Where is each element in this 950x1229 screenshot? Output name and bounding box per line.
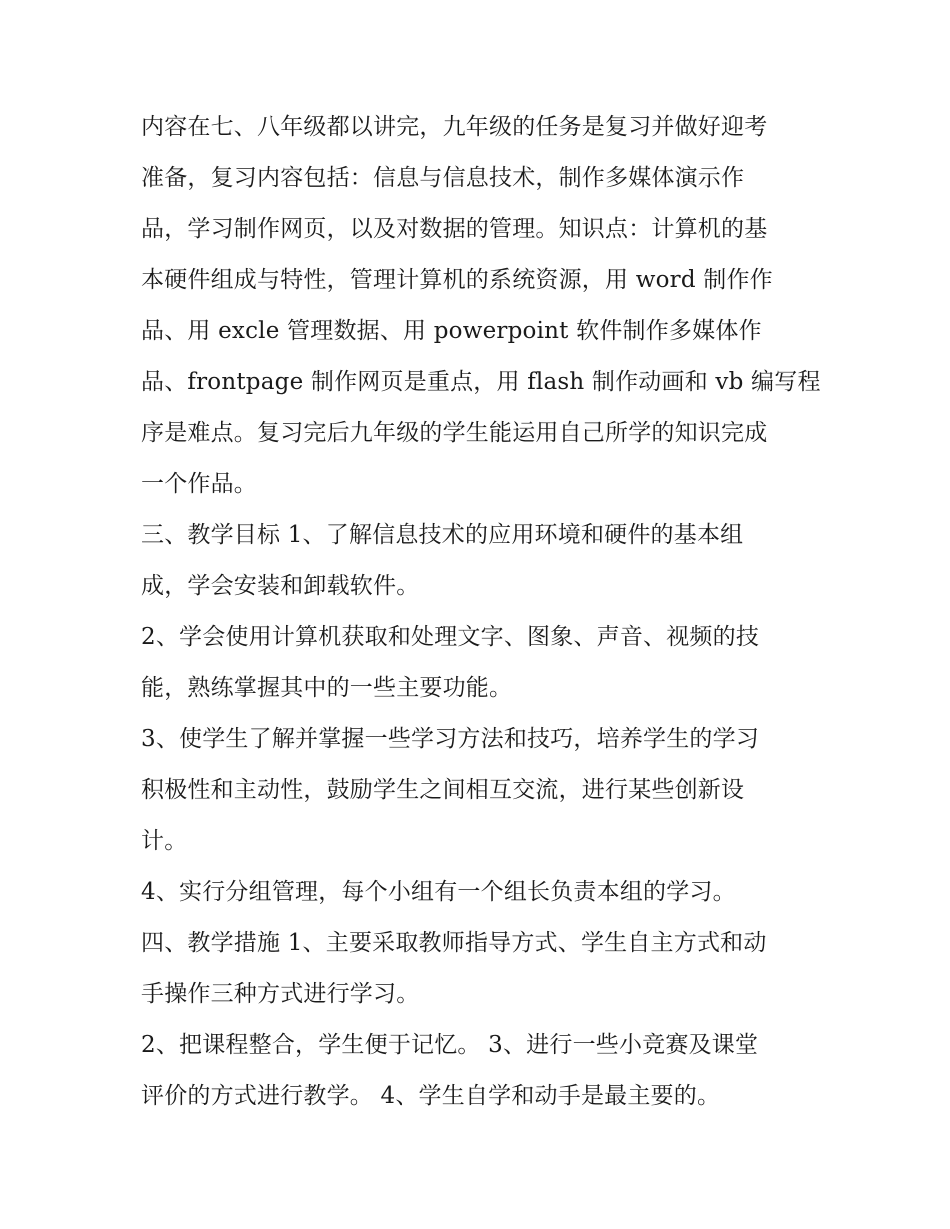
text-line: 内容在七、八年级都以讲完，九年级的任务是复习并做好迎考 [141,114,768,140]
text-line: 序是难点。复习完后九年级的学生能运用自己所学的知识完成 [141,420,768,446]
text-line: 能，熟练掌握其中的一些主要功能。 [141,675,513,701]
document-body [141,102,821,1122]
text-line: 成，学会安装和卸载软件。 [141,573,420,599]
text-line: 品、frontpage 制作网页是重点，用 flash 制作动画和 vb 编写程 [141,369,821,395]
text-line: 手操作三种方式进行学习。 [141,981,420,1007]
text-line: 准备，复习内容包括：信息与信息技术，制作多媒体演示作 [141,165,745,191]
text-line: 评价的方式进行教学。 4、学生自学和动手是最主要的。 [141,1083,721,1109]
text-line: 品、用 excle 管理数据、用 powerpoint 软件制作多媒体作 [141,318,762,344]
text-line: 品，学习制作网页，以及对数据的管理。知识点：计算机的基 [141,216,768,242]
section-heading-line: 三、教学目标 1、了解信息技术的应用环境和硬件的基本组 [141,522,744,548]
text-line: 2、把课程整合，学生便于记忆。 3、进行一些小竞赛及课堂 [141,1032,759,1058]
text-line: 4、实行分组管理，每个小组有一个组长负责本组的学习。 [141,879,736,905]
text-line: 3、使学生了解并掌握一些学习方法和技巧，培养学生的学习 [141,726,760,752]
text-line: 本硬件组成与特性，管理计算机的系统资源，用 word 制作作 [141,267,773,293]
text-line: 计。 [141,828,188,854]
text-line: 积极性和主动性，鼓励学生之间相互交流，进行某些创新设 [141,777,745,803]
section-heading-line: 四、教学措施 1、主要采取教师指导方式、学生自主方式和动 [141,930,767,956]
text-line: 一个作品。 [141,471,257,497]
text-line: 2、学会使用计算机获取和处理文字、图象、声音、视频的技 [141,624,760,650]
